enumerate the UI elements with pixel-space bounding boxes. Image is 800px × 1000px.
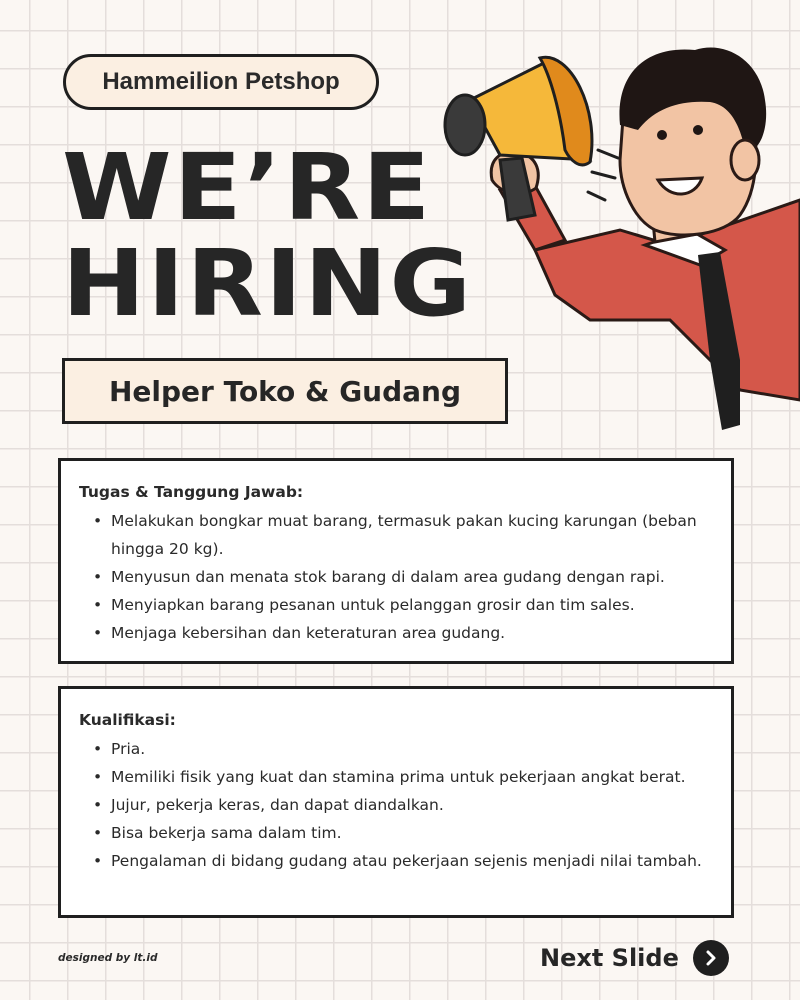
qualifications-item: • Memiliki fisik yang kuat dan stamina prima untuk pekerjaan angkat berat. (93, 763, 707, 791)
qualifications-title: Kualifikasi: (79, 711, 176, 729)
tasks-list (79, 507, 707, 647)
ear-shape (731, 140, 759, 180)
headline-line-2: HIRING (62, 230, 474, 337)
designer-credit: designed by lt.id (58, 952, 158, 964)
qualifications-item: • Pengalaman di bidang gudang atau pekerjaan sejenis menjadi nilai tambah. (93, 847, 707, 875)
qualifications-list (79, 735, 707, 875)
tasks-item: • Menjaga kebersihan dan keteraturan area gudang. (93, 619, 707, 647)
next-slide-label: Next Slide (540, 944, 679, 972)
role-title: Helper Toko & Gudang (108, 374, 462, 408)
qualifications-item: • Bisa bekerja sama dalam tim. (93, 819, 707, 847)
eye-left (657, 130, 667, 140)
tasks-card (58, 458, 734, 664)
sound-line-1 (598, 150, 618, 158)
headline (62, 134, 474, 337)
brand-name: Hammeilion Petshop (102, 68, 340, 95)
tasks-item: • Melakukan bongkar muat barang, termasuk pakan kucing karungan (beban hingga 20 kg). (93, 507, 707, 563)
chevron-right-icon[interactable] (693, 940, 729, 976)
tasks-item: • Menyiapkan barang pesanan untuk pelanggan grosir dan tim sales. (93, 591, 707, 619)
megaphone-mouthpiece (445, 95, 485, 155)
headline-line-1: WE’RE (62, 134, 433, 241)
man-with-megaphone-illustration (440, 30, 800, 430)
sound-line-3 (588, 192, 605, 200)
qualifications-item: • Jujur, pekerja keras, dan dapat diandalkan. (93, 791, 707, 819)
tasks-item: • Menyusun dan menata stok barang di dalam area gudang dengan rapi. (93, 563, 707, 591)
tasks-title: Tugas & Tanggung Jawab: (79, 483, 304, 501)
next-slide-button[interactable] (540, 940, 729, 976)
brand-pill (63, 54, 379, 110)
qualifications-card (58, 686, 734, 918)
qualifications-item: • Pria. (93, 735, 707, 763)
eye-right (693, 125, 703, 135)
sound-line-2 (592, 172, 615, 178)
